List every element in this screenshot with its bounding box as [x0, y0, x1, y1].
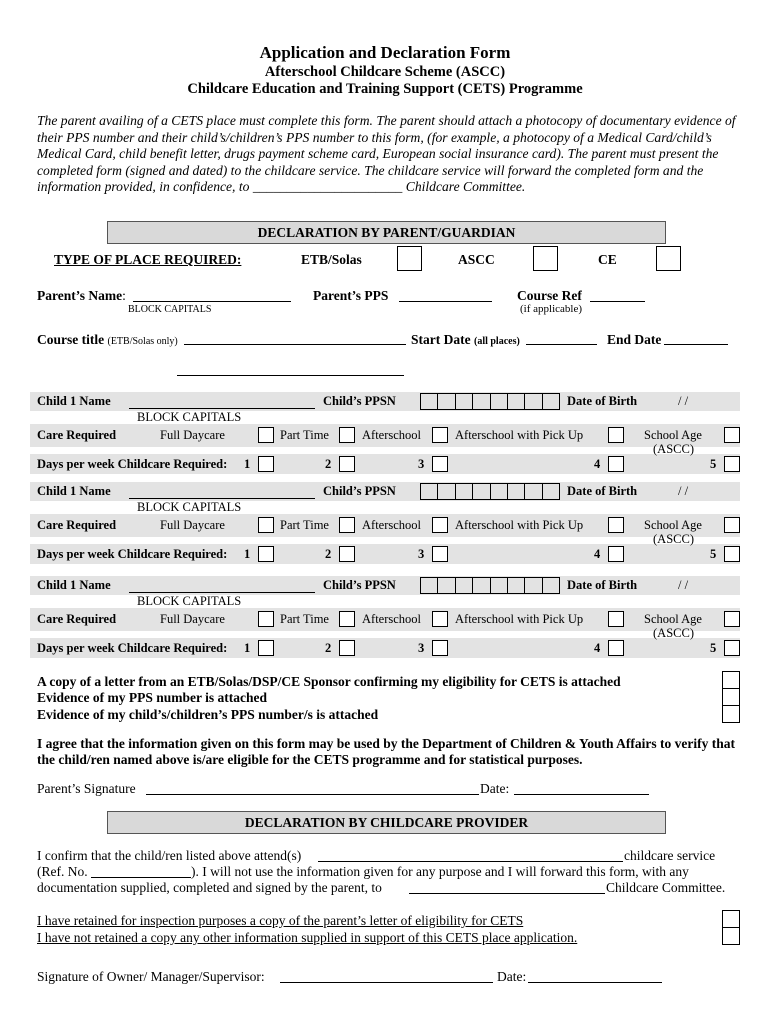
course-ref-label: Course Ref	[517, 288, 582, 303]
day-1-checkbox[interactable]	[258, 456, 274, 472]
school-age-checkbox[interactable]	[724, 427, 740, 443]
ce-checkbox[interactable]	[656, 246, 681, 271]
attachment-child-pps-checkbox[interactable]	[722, 705, 740, 723]
child-name-block-capitals: BLOCK CAPITALS	[137, 594, 242, 608]
owner-date-label: Date:	[497, 969, 527, 984]
day-4-label: 4	[594, 641, 601, 655]
ref-no-label: (Ref. No.	[37, 864, 88, 879]
parent-name-block-capitals: BLOCK CAPITALS	[128, 304, 212, 315]
parent-name-label: Parent’s Name:	[37, 288, 126, 303]
days-per-week-label: Days per week Childcare Required:	[37, 547, 228, 561]
day-4-checkbox[interactable]	[608, 546, 624, 562]
childs-ppsn-label: Child’s PPSN	[323, 578, 396, 592]
owner-date-field[interactable]	[528, 982, 662, 983]
child-ppsn-boxes[interactable]	[420, 393, 560, 410]
day-4-label: 4	[594, 547, 601, 561]
parent-signature-field[interactable]	[146, 794, 479, 795]
provider-undertaking-text: ). I will not use the information given for any purpose and I will forward this form, with any	[191, 864, 689, 879]
care-part-time-label: Part Time	[280, 428, 329, 442]
date-of-birth-label: Date of Birth	[567, 394, 638, 408]
care-required-label: Care Required	[37, 518, 117, 532]
day-2-label: 2	[325, 547, 332, 561]
day-1-label: 1	[244, 457, 251, 471]
days-per-week-label: Days per week Childcare Required:	[37, 641, 228, 655]
course-title-continuation-field[interactable]	[177, 375, 404, 376]
day-5-label: 5	[710, 457, 717, 471]
day-2-checkbox[interactable]	[339, 546, 355, 562]
attachment-child-pps-text: Evidence of my child’s/children’s PPS number/s is attached	[37, 707, 379, 722]
end-date-label: End Date	[607, 332, 662, 347]
child-name-label: Child 1 Name	[37, 394, 111, 408]
child-ppsn-boxes[interactable]	[420, 577, 560, 594]
part-time-checkbox[interactable]	[339, 611, 355, 627]
option-ce-label: CE	[598, 252, 617, 267]
child-ppsn-boxes[interactable]	[420, 483, 560, 500]
provider-declaration-heading: DECLARATION BY CHILDCARE PROVIDER	[107, 811, 666, 834]
care-pickup-label: Afterschool with Pick Up	[455, 612, 584, 626]
form-subtitle-ascc: Afterschool Childcare Scheme (ASCC)	[264, 64, 506, 80]
full-daycare-checkbox[interactable]	[258, 517, 274, 533]
course-ref-if-applicable: (if applicable)	[520, 303, 582, 315]
not-retained-copy-checkbox[interactable]	[722, 927, 740, 945]
course-title-label: Course title (ETB/Solas only)	[37, 332, 178, 347]
care-pickup-label: Afterschool with Pick Up	[455, 428, 584, 442]
day-2-label: 2	[325, 641, 332, 655]
day-1-checkbox[interactable]	[258, 640, 274, 656]
day-5-label: 5	[710, 547, 717, 561]
day-4-checkbox[interactable]	[608, 456, 624, 472]
attachment-letter-text: A copy of a letter from an ETB/Solas/DSP/CE Sponsor confirming my eligibility for CETS is attached	[37, 674, 621, 689]
date-of-birth-label: Date of Birth	[567, 578, 638, 592]
care-school-age-ascc-label: (ASCC)	[653, 626, 694, 640]
type-of-place-label: TYPE OF PLACE REQUIRED:	[54, 252, 242, 267]
child-name-block-capitals: BLOCK CAPITALS	[137, 410, 242, 424]
afterschool-pickup-checkbox[interactable]	[608, 611, 624, 627]
day-2-checkbox[interactable]	[339, 640, 355, 656]
date-of-birth-field[interactable]: / /	[678, 578, 689, 592]
parent-declaration-heading: DECLARATION BY PARENT/GUARDIAN	[107, 221, 666, 244]
care-full-daycare-label: Full Daycare	[160, 428, 225, 442]
care-afterschool-label: Afterschool	[362, 612, 422, 626]
afterschool-checkbox[interactable]	[432, 427, 448, 443]
parent-pps-field[interactable]	[399, 301, 492, 302]
care-part-time-label: Part Time	[280, 518, 329, 532]
child-name-field[interactable]	[129, 498, 315, 499]
date-of-birth-field[interactable]: / /	[678, 394, 689, 408]
committee-name-field[interactable]	[409, 893, 605, 894]
day-5-label: 5	[710, 641, 717, 655]
parent-pps-label: Parent’s PPS	[313, 288, 389, 303]
day-1-label: 1	[244, 547, 251, 561]
retained-copy-checkbox[interactable]	[722, 910, 740, 928]
provider-forward-text: documentation supplied, completed and signed by the parent, to	[37, 880, 382, 895]
care-school-age-label: School Age	[644, 612, 702, 626]
school-age-checkbox[interactable]	[724, 517, 740, 533]
full-daycare-checkbox[interactable]	[258, 611, 274, 627]
day-3-label: 3	[418, 547, 425, 561]
care-pickup-label: Afterschool with Pick Up	[455, 518, 584, 532]
care-full-daycare-label: Full Daycare	[160, 518, 225, 532]
attachment-letter-checkbox[interactable]	[722, 671, 740, 689]
days-per-week-label: Days per week Childcare Required:	[37, 457, 228, 471]
care-school-age-label: School Age	[644, 428, 702, 442]
end-date-field[interactable]	[664, 344, 728, 345]
provider-confirm-text: I confirm that the child/ren listed above attend(s)	[37, 848, 302, 863]
owner-signature-field[interactable]	[280, 982, 493, 983]
afterschool-pickup-checkbox[interactable]	[608, 517, 624, 533]
childcare-committee-text: Childcare Committee.	[606, 880, 726, 895]
start-date-field[interactable]	[526, 344, 597, 345]
care-school-age-label: School Age	[644, 518, 702, 532]
day-3-label: 3	[418, 641, 425, 655]
child-name-field[interactable]	[129, 592, 315, 593]
course-ref-field[interactable]	[590, 301, 645, 302]
day-3-checkbox[interactable]	[432, 456, 448, 472]
day-1-label: 1	[244, 641, 251, 655]
part-time-checkbox[interactable]	[339, 517, 355, 533]
intro-paragraph: The parent availing of a CETS place must complete this form. The parent should attach a photocopy of documentary evidence of their PPS number and their child’s/children’s PPS number to this form, (for example, a photocopy of a Medical Card/child’s Medical Card, child benefit letter, drugs payment scheme card, European social insurance card). The parent must present the completed form (signed and dated) to the childcare service. The childcare service will forward the completed form and the information provided, in confidence, to ______________________ Childcare Committee.	[37, 113, 736, 195]
day-3-checkbox[interactable]	[432, 640, 448, 656]
full-daycare-checkbox[interactable]	[258, 427, 274, 443]
retained-copy-text: I have retained for inspection purposes a copy of the parent’s letter of eligibility for CETS	[37, 913, 524, 928]
care-school-age-ascc-label: (ASCC)	[653, 442, 694, 456]
etb-solas-checkbox[interactable]	[397, 246, 422, 271]
owner-signature-label: Signature of Owner/ Manager/Supervisor:	[37, 969, 265, 984]
ascc-checkbox[interactable]	[533, 246, 558, 271]
childs-ppsn-label: Child’s PPSN	[323, 484, 396, 498]
not-retained-copy-text: I have not retained a copy any other information supplied in support of this CETS place application.	[37, 930, 578, 945]
care-afterschool-label: Afterschool	[362, 428, 422, 442]
afterschool-pickup-checkbox[interactable]	[608, 427, 624, 443]
childcare-service-text: childcare service	[624, 848, 716, 863]
care-full-daycare-label: Full Daycare	[160, 612, 225, 626]
afterschool-checkbox[interactable]	[432, 517, 448, 533]
day-2-checkbox[interactable]	[339, 456, 355, 472]
day-3-checkbox[interactable]	[432, 546, 448, 562]
child-name-label: Child 1 Name	[37, 484, 111, 498]
school-age-checkbox[interactable]	[724, 611, 740, 627]
afterschool-checkbox[interactable]	[432, 611, 448, 627]
care-part-time-label: Part Time	[280, 612, 329, 626]
parent-signature-label: Parent’s Signature	[37, 781, 136, 796]
child-name-field[interactable]	[129, 408, 315, 409]
day-5-checkbox[interactable]	[724, 546, 740, 562]
parent-date-label: Date:	[480, 781, 510, 796]
day-1-checkbox[interactable]	[258, 546, 274, 562]
form-subtitle-cets: Childcare Education and Training Support (CETS) Programme	[187, 81, 583, 97]
day-4-checkbox[interactable]	[608, 640, 624, 656]
option-etb-solas-label: ETB/Solas	[301, 252, 362, 267]
option-ascc-label: ASCC	[458, 252, 495, 267]
care-required-label: Care Required	[37, 428, 117, 442]
start-date-label: Start Date (all places)	[411, 332, 520, 347]
attachment-parent-pps-text: Evidence of my PPS number is attached	[37, 690, 267, 705]
care-school-age-ascc-label: (ASCC)	[653, 532, 694, 546]
care-afterschool-label: Afterschool	[362, 518, 422, 532]
ref-no-field[interactable]	[91, 877, 191, 878]
child-name-block-capitals: BLOCK CAPITALS	[137, 500, 242, 514]
parent-name-field[interactable]	[133, 301, 291, 302]
day-2-label: 2	[325, 457, 332, 471]
parent-name-text: Parent’s Name	[37, 288, 123, 303]
date-of-birth-field[interactable]: / /	[678, 484, 689, 498]
form-title: Application and Declaration Form	[259, 43, 511, 62]
agreement-text: I agree that the information given on this form may be used by the Department of Children & Youth Affairs to verify that the child/ren named above is/are eligible for the CETS programme and for statistical purposes.	[37, 736, 735, 767]
day-5-checkbox[interactable]	[724, 640, 740, 656]
course-title-field[interactable]	[184, 344, 406, 345]
childcare-service-name-field[interactable]	[318, 861, 623, 862]
parent-date-field[interactable]	[514, 794, 649, 795]
day-3-label: 3	[418, 457, 425, 471]
part-time-checkbox[interactable]	[339, 427, 355, 443]
attachment-parent-pps-checkbox[interactable]	[722, 688, 740, 706]
day-4-label: 4	[594, 457, 601, 471]
childs-ppsn-label: Child’s PPSN	[323, 394, 396, 408]
day-5-checkbox[interactable]	[724, 456, 740, 472]
date-of-birth-label: Date of Birth	[567, 484, 638, 498]
child-name-label: Child 1 Name	[37, 578, 111, 592]
care-required-label: Care Required	[37, 612, 117, 626]
